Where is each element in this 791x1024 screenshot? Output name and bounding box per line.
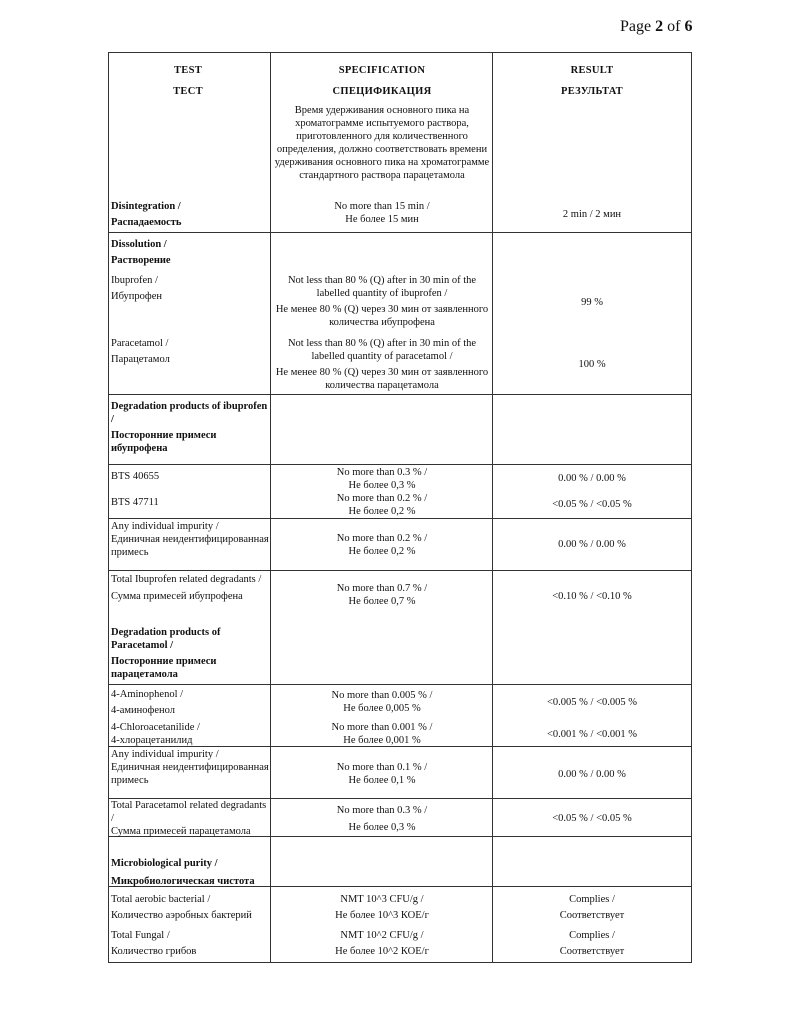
row-divider	[108, 52, 692, 53]
aerobic-spec: NMT 10^3 CFU/g / Не более 10^3 КОЕ/г	[335, 894, 429, 921]
dissolution-paracetamol-spec: Not less than 80 % (Q) after in 30 min of the labelled quantity of paracetamol / Не менее 80 % (Q) через 30 мин от заявленного количества парацетамола	[275, 338, 489, 391]
header-specification: SPECIFICATION СПЕЦИФИКАЦИЯ	[332, 65, 432, 97]
row-divider	[108, 394, 692, 395]
ibu-total-spec: No more than 0.7 % / Не более 0,7 %	[336, 583, 428, 607]
bts40655-result: 0.00 % / 0.00 %	[558, 473, 626, 484]
aerobic-test: Total aerobic bacterial / Количество аэробных бактерий	[111, 894, 252, 921]
row-divider	[108, 464, 692, 465]
page-number: Page 2 of 6	[620, 18, 693, 35]
para-any-impurity-spec: No more than 0.1 % / Не более 0,1 %	[336, 762, 428, 786]
fungal-test: Total Fungal / Количество грибов	[111, 930, 197, 957]
results-table	[108, 52, 692, 963]
aerobic-result: Complies / Соответствует	[559, 894, 625, 921]
dissolution-paracetamol-result: 100 %	[578, 359, 606, 370]
dissolution-paracetamol-test: Paracetamol / Парацетамол	[111, 338, 170, 365]
para-total-test: Total Paracetamol related degradants / Сумма примесей парацетамола	[111, 800, 267, 837]
bts40655-spec: No more than 0.3 % / Не более 0,3 %	[336, 467, 428, 491]
ibu-any-impurity-test: Any individual impurity / Единичная неидентифицированная примесь	[111, 521, 269, 558]
row-divider	[108, 962, 692, 963]
row-divider	[108, 232, 692, 233]
dissolution-ibuprofen-result: 99 %	[581, 297, 603, 308]
row-divider	[108, 518, 692, 519]
aminophenol-test: 4-Aminophenol / 4-аминофенол	[111, 689, 184, 716]
para-any-impurity-test: Any individual impurity / Единичная неидентифицированная примесь	[111, 749, 269, 786]
micro-title: Microbiological purity / Микробиологическая чистота	[111, 858, 255, 887]
header-test: TEST ТЕСТ	[173, 65, 203, 97]
aminophenol-spec: No more than 0.005 % / Не более 0,005 %	[331, 690, 433, 714]
para-total-result: <0.05 % / <0.05 %	[552, 813, 632, 824]
ibu-any-impurity-result: 0.00 % / 0.00 %	[558, 539, 626, 550]
degradation-paracetamol-title: Degradation products of Paracetamol / Посторонние примеси парацетамола	[111, 627, 221, 680]
column-divider-1	[270, 52, 271, 963]
identification-spec: Время удерживания основного пика на хроматограмме испытуемого раствора, приготовленного для количественного определения, должно соответствовать времени удерживания основного пика на хроматограмме стандартного раствора парацетамола	[274, 105, 490, 181]
degradation-ibuprofen-title: Degradation products of ibuprofen / Посторонние примеси ибупрофена	[111, 401, 268, 454]
aminophenol-result: <0.005 % / <0.005 %	[546, 697, 637, 708]
bts47711-spec: No more than 0.2 % / Не более 0,2 %	[336, 493, 428, 517]
table-border-right	[691, 52, 692, 963]
row-divider	[108, 570, 692, 571]
para-total-spec: No more than 0.3 % / Не более 0,3 %	[336, 805, 428, 833]
bts47711-test: BTS 47711	[111, 497, 159, 508]
disintegration-spec: No more than 15 min / Не более 15 мин	[334, 201, 430, 225]
para-any-impurity-result: 0.00 % / 0.00 %	[558, 769, 626, 780]
fungal-spec: NMT 10^2 CFU/g / Не более 10^2 КОЕ/г	[335, 930, 429, 957]
chloroacetanilide-spec: No more than 0.001 % / Не более 0,001 %	[331, 722, 433, 746]
header-result: RESULT РЕЗУЛЬТАТ	[561, 65, 623, 97]
row-divider	[108, 684, 692, 685]
ibu-any-impurity-spec: No more than 0.2 % / Не более 0,2 %	[336, 533, 428, 557]
bts47711-result: <0.05 % / <0.05 %	[552, 499, 632, 510]
disintegration-result: 2 min / 2 мин	[562, 209, 622, 220]
ibu-total-result: <0.10 % / <0.10 %	[552, 591, 632, 602]
fungal-result: Complies / Соответствует	[559, 930, 625, 957]
chloroacetanilide-result: <0.001 % / <0.001 %	[546, 729, 637, 740]
dissolution-title: Dissolution / Растворение	[111, 239, 171, 266]
column-divider-2	[492, 52, 493, 963]
table-border-left	[108, 52, 109, 963]
disintegration-test: Disintegration / Распадаемость	[111, 201, 182, 228]
ibu-total-test: Total Ibuprofen related degradants / Сумма примесей ибупрофена	[111, 574, 262, 602]
bts40655-test: BTS 40655	[111, 471, 160, 482]
dissolution-ibuprofen-spec: Not less than 80 % (Q) after in 30 min of the labelled quantity of ibuprofen / Не менее 80 % (Q) через 30 мин от заявленного количества ибупрофена	[275, 275, 489, 328]
dissolution-ibuprofen-test: Ibuprofen / Ибупрофен	[111, 275, 162, 302]
chloroacetanilide-test: 4-Chloroacetanilide / 4-хлорацетанилид	[111, 722, 200, 746]
